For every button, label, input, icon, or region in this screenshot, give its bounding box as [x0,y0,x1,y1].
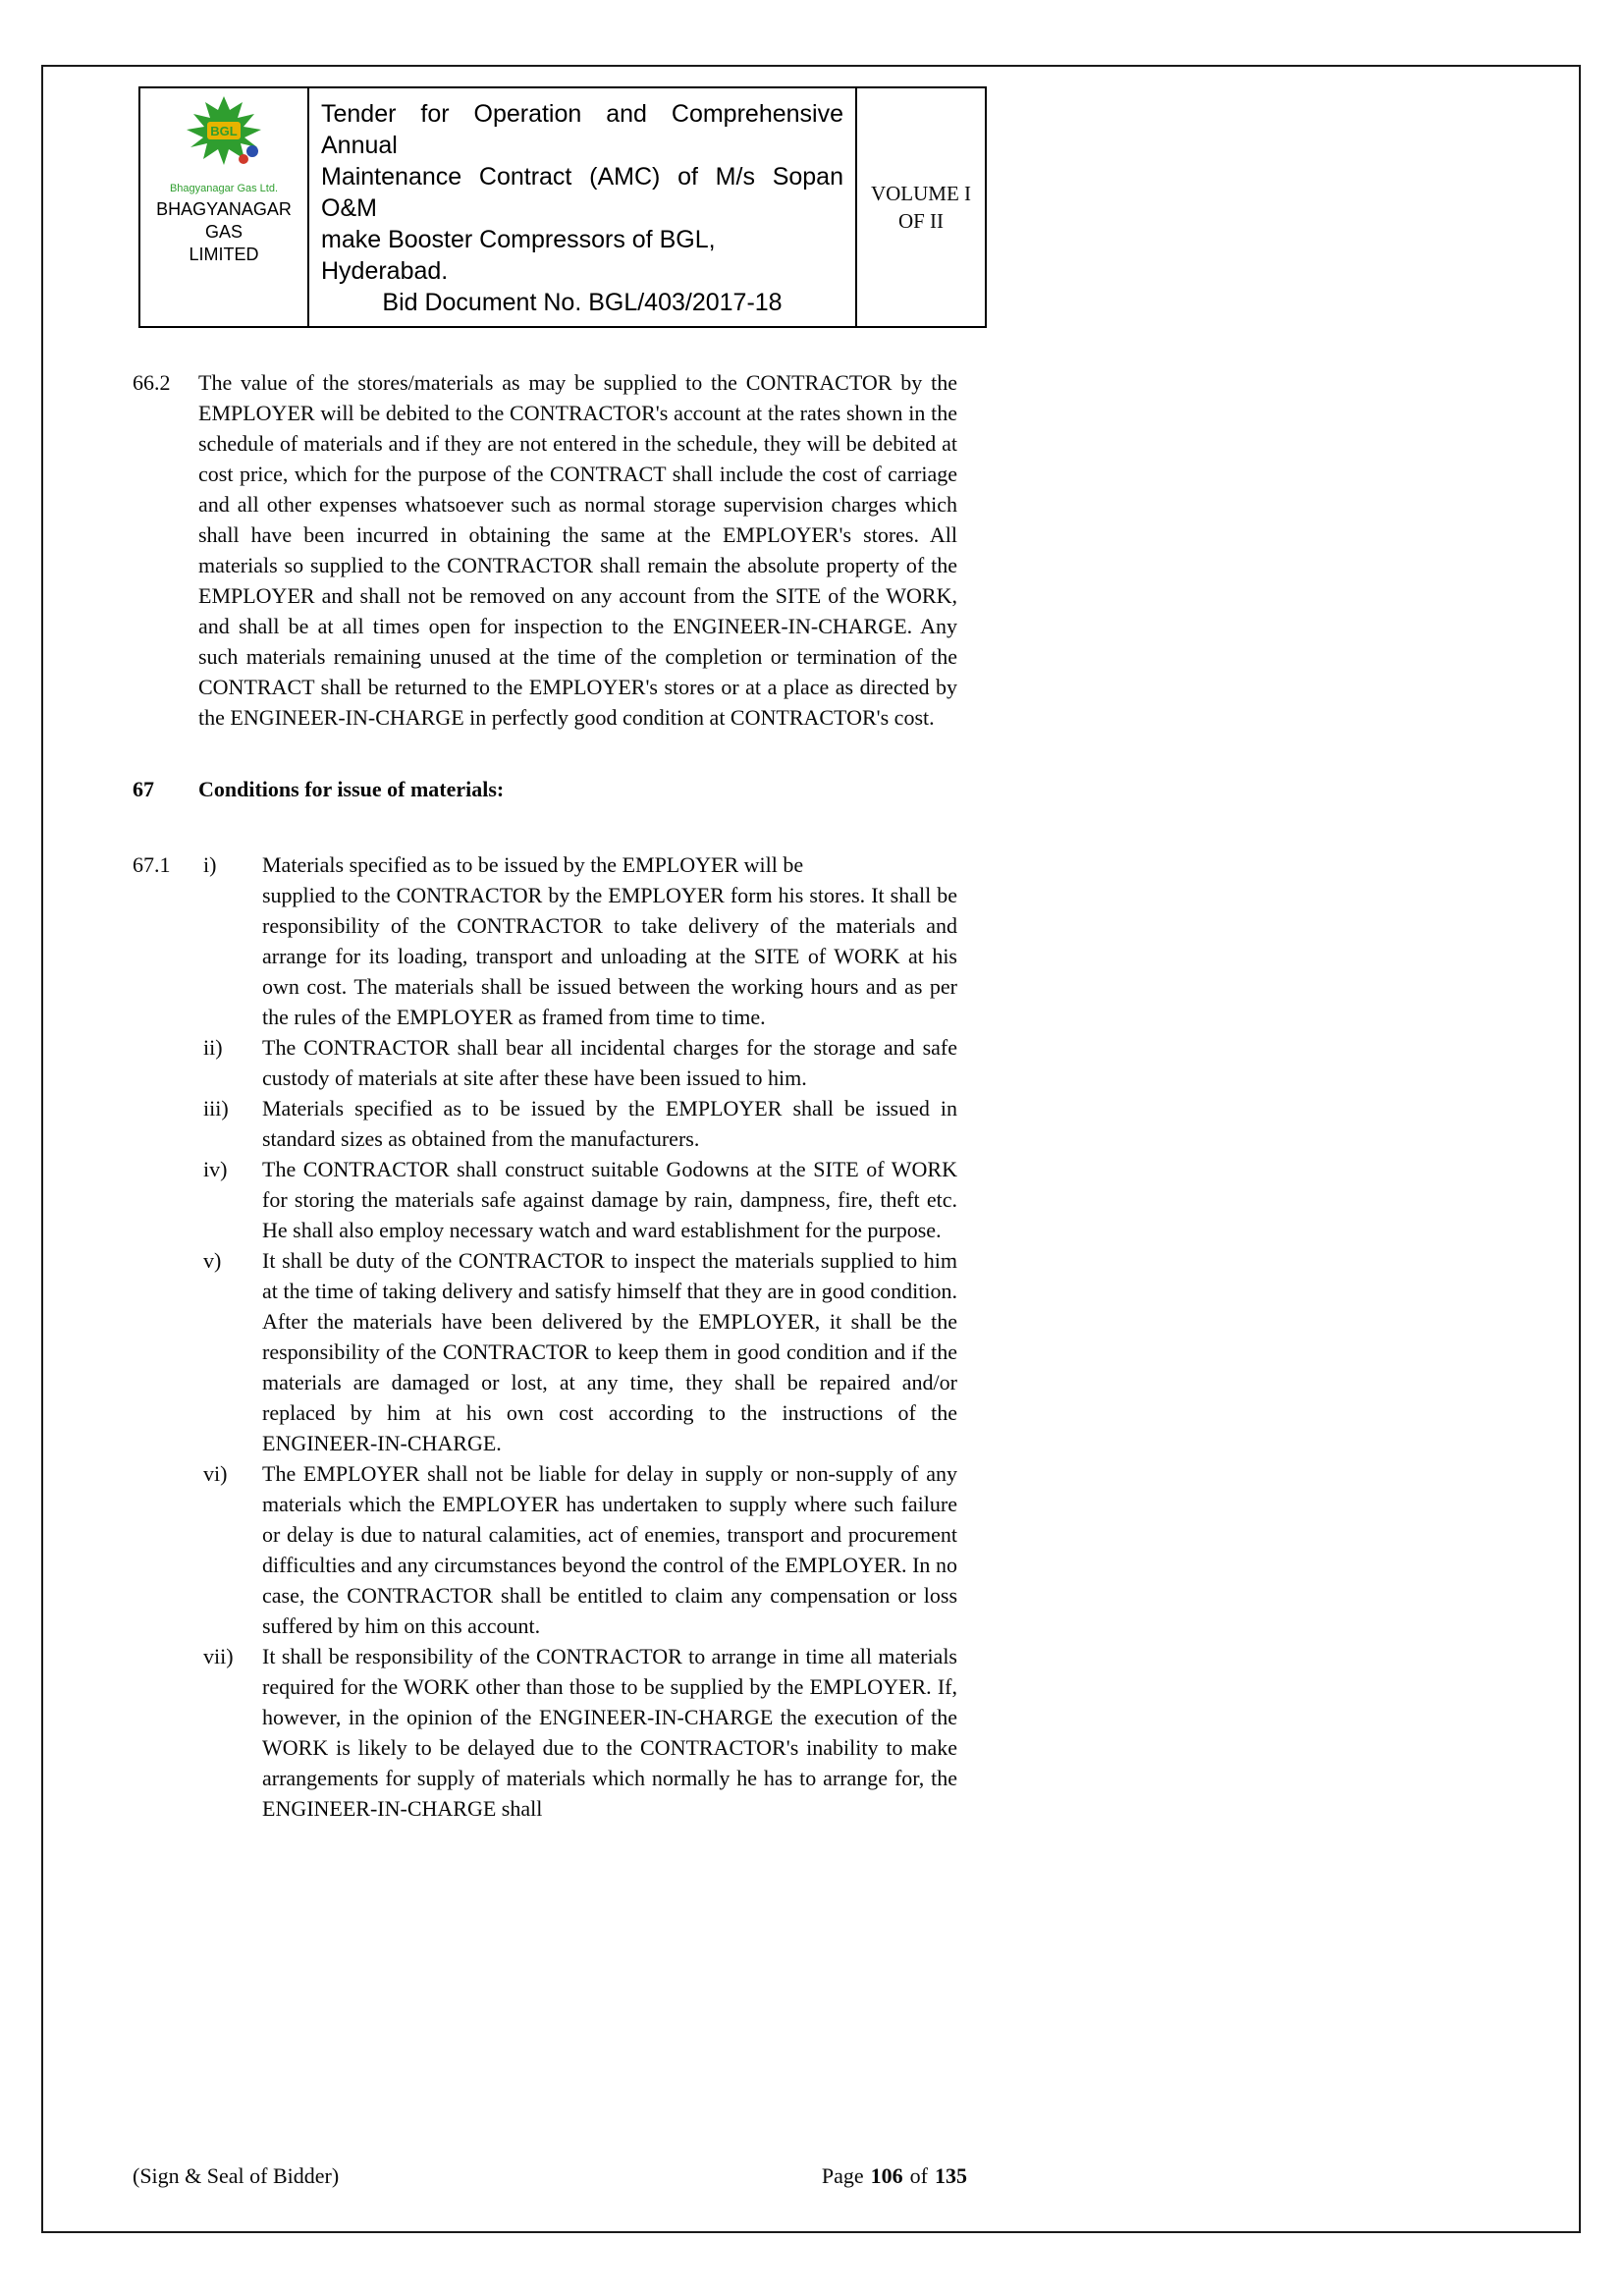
page-footer [133,2162,967,2190]
logo-drop-red [239,154,248,164]
item-label: i) [203,852,217,877]
item-label: ii) [203,1035,223,1060]
section-67-heading [133,774,962,804]
tender-title-cell [309,88,855,326]
list-item [203,1154,962,1245]
page-number: 106 [870,2163,903,2188]
list-item [203,1641,962,1824]
item-label: vii) [203,1644,234,1668]
list-item [203,1245,962,1458]
item-label: iii) [203,1096,229,1121]
section-67-1 [133,849,962,1824]
section-66-2 [133,367,962,733]
logo-cell [140,88,309,326]
title-line-1: Tender for Operation and Comprehensive Annual [321,100,843,159]
item-text: It shall be responsibility of the CONTRACTOR to arrange in time all materials required for the WORK other than those to be supplied by the EMPLOYER. If, however, in the opinion of the ENGINEER-IN-CHARGE the execution of the WORK is likely to be delayed due to the CONTRACTOR's inability to make arrangements for supply of materials which normally he has to arrange for, the ENGINEER-IN-CHARGE shall [262,1644,957,1821]
item-text: The CONTRACTOR shall bear all incidental charges for the storage and safe custody of materials at site after these have been issued to him. [262,1035,957,1090]
item-text [262,849,957,1032]
item-text: Materials specified as to be issued by the EMPLOYER shall be issued in standard sizes as obtained from the manufacturers. [262,1096,957,1151]
section-number: 67 [133,777,154,801]
page-word: Page [821,2163,864,2188]
list-item [203,1458,962,1641]
item-text: The EMPLOYER shall not be liable for delay in supply or non-supply of any materials which the EMPLOYER has undertaken to supply where such failure or delay is due to natural calamities, act of enemies, transport and procurement difficulties and any circumstances beyond the control of the EMPLOYER. In no case, the CONTRACTOR shall be entitled to claim any compensation or loss suffered by him on this account. [262,1461,957,1638]
page-content [133,86,972,1824]
list-item [203,849,962,1032]
logo-subtext: Bhagyanagar Gas Ltd. [169,183,279,194]
sign-seal-note: (Sign & Seal of Bidder) [133,2163,340,2188]
volume-line-2: OF II [897,209,945,233]
section-paragraph: The value of the stores/materials as may be supplied to the CONTRACTOR by the EMPLOYER will be debited to the CONTRACTOR's account at the rates shown in the schedule of materials and if they are not entered in the schedule, they will be debited at cost price, which for the purpose of the CONTRACT shall include the cost of carriage and all other expenses whatsoever such as normal storage supervision charges which shall have been incurred in obtaining the same at the EMPLOYER's stores. All materials so supplied to the CONTRACTOR shall remain the absolute property of the EMPLOYER and shall not be removed on any account from the SITE of the WORK, and shall be at all times open for inspection to the ENGINEER-IN-CHARGE. Any such materials remaining unused at the time of the completion or termination of the CONTRACT shall be returned to the EMPLOYER's stores or at a place as directed by the ENGINEER-IN-CHARGE in perfectly good condition at CONTRACTOR's cost. [198,370,957,730]
section-heading-text: Conditions for issue of materials: [198,777,505,801]
item-text: The CONTRACTOR shall construct suitable Godowns at the SITE of WORK for storing the materials safe against damage by rain, dampness, fire, theft etc. He shall also employ necessary watch and ward establishment for the purpose. [262,1157,957,1242]
section-number: 67.1 [133,852,171,877]
item-label: iv) [203,1157,228,1181]
items-list [203,849,962,1824]
page-total: 135 [935,2163,967,2188]
document-header-table [138,86,987,328]
company-name-line1: BHAGYANAGAR GAS [156,199,292,242]
logo-drop-blue [246,145,258,157]
bgl-logo [166,94,282,177]
company-name-line2: LIMITED [189,245,259,264]
logo-bgl-text: BGL [210,124,238,138]
list-item [203,1093,962,1154]
page-indicator [822,2162,967,2190]
item-text-rest: supplied to the CONTRACTOR by the EMPLOYER form his stores. It shall be responsibility of the CONTRACTOR to take delivery of the materials and arrange for its loading, transport and unloading at the SITE of WORK at his own cost. The materials shall be issued between the working hours and as per the rules of the EMPLOYER as framed from time to time. [262,883,957,1029]
volume-cell [855,88,985,326]
item-text: It shall be duty of the CONTRACTOR to inspect the materials supplied to him at the time of taking delivery and satisfy himself that they are in good condition. After the materials have been delivered by the EMPLOYER, it shall be the responsibility of the CONTRACTOR to keep them in good condition and if the materials are damaged or lost, at any time, they shall be repaired and/or replaced by him at his own cost according to the instructions of the ENGINEER-IN-CHARGE. [262,1248,957,1455]
list-item [203,1032,962,1093]
bid-document-number: Bid Document No. BGL/403/2017-18 [382,289,783,316]
item-label: vi) [203,1461,228,1486]
of-word: of [909,2163,928,2188]
title-line-3: make Booster Compressors of BGL, Hyderabad. [321,226,716,285]
section-number: 66.2 [133,370,171,395]
volume-line-1: VOLUME I [870,182,972,205]
item-label: v) [203,1248,222,1273]
item-text-line1: Materials specified as to be issued by the EMPLOYER will be [262,852,804,877]
company-name [144,198,303,266]
title-line-2: Maintenance Contract (AMC) of M/s Sopan O&M [321,163,843,222]
